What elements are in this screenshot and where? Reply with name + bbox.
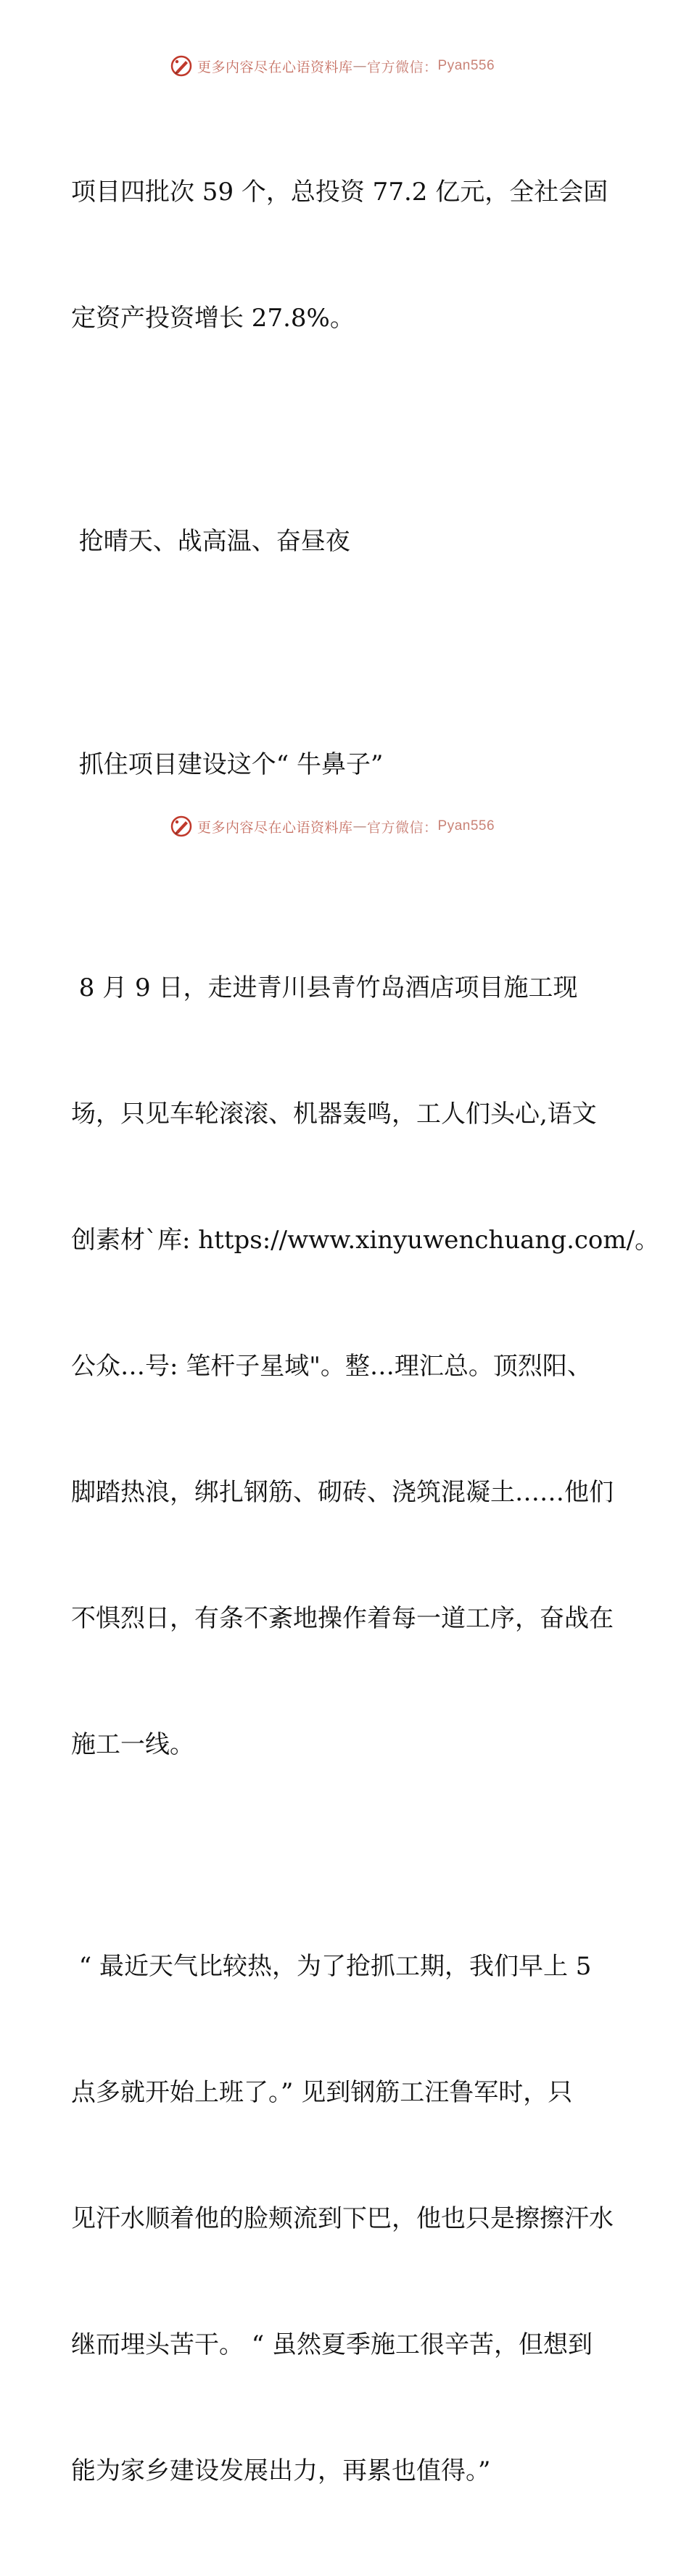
text-line: 施工一线。: [71, 1730, 194, 1759]
pen-logo-icon: [170, 815, 193, 838]
text-line: 项目四批次 59 个，总投资 77.2 亿元，全社会固: [71, 178, 608, 207]
paragraph-investment: [71, 87, 622, 423]
watermark-official-label: 官方微信：: [367, 819, 438, 836]
section-heading-1: [71, 436, 622, 647]
text-line: “ 最近天气比较热，为了抢抓工期，我们早上 5: [71, 1952, 592, 1981]
watermark-wechat-id: Pyan556: [437, 818, 495, 834]
text-line: 见汗水顺着他的脸颊流到下巴，他也只是擦擦汗水: [71, 2204, 614, 2233]
text-line: 能为家乡建设发展出力，再累也值得。”: [71, 2456, 491, 2485]
heading-line: 抢晴天、战高温、奋昼夜: [71, 527, 350, 556]
text-line: 创素材`库: https://www.xinyuwenchuang.com/。: [71, 1226, 660, 1255]
watermark-official-label: 官方微信：: [367, 59, 438, 75]
text-line: 脚踏热浪，绑扎钢筋、砌砖、浇筑混凝土……他们: [71, 1478, 614, 1507]
header-watermark: [170, 53, 547, 79]
text-line: 公众…号: 笔杆子星域"。整…理汇总。顶烈阳、: [71, 1352, 592, 1381]
text-line: 定资产投资增长 27.8%。: [71, 304, 355, 333]
text-line: 不惧烈日，有条不紊地操作着每一道工序，奋战在: [71, 1604, 614, 1633]
footer-watermark: [170, 813, 547, 839]
text-line: 8 月 9 日，走进青川县青竹岛酒店项目施工现: [71, 973, 578, 1002]
watermark-wechat-id: Pyan556: [437, 58, 495, 73]
paragraph-worker-quote: [71, 1861, 622, 2576]
heading-line: 抓住项目建设这个“ 牛鼻子”: [71, 750, 384, 779]
text-line: 继而埋头苦干。 “ 虽然夏季施工很辛苦，但想到: [71, 2330, 593, 2359]
watermark-brand: 更多内容尽在心语资料库: [197, 59, 353, 75]
watermark-dash: —: [352, 818, 368, 834]
pen-logo-icon: [170, 54, 193, 78]
watermark-brand: 更多内容尽在心语资料库: [197, 819, 353, 836]
watermark-dash: —: [352, 58, 368, 74]
article-body: [71, 87, 660, 2576]
paragraph-construction-site: [71, 883, 660, 1850]
text-line: 场，只见车轮滚滚、机器轰鸣，工人们头心,语文: [71, 1100, 597, 1129]
text-line: 点多就开始上班了。” 见到钢筋工汪鲁军时，只: [71, 2078, 573, 2107]
